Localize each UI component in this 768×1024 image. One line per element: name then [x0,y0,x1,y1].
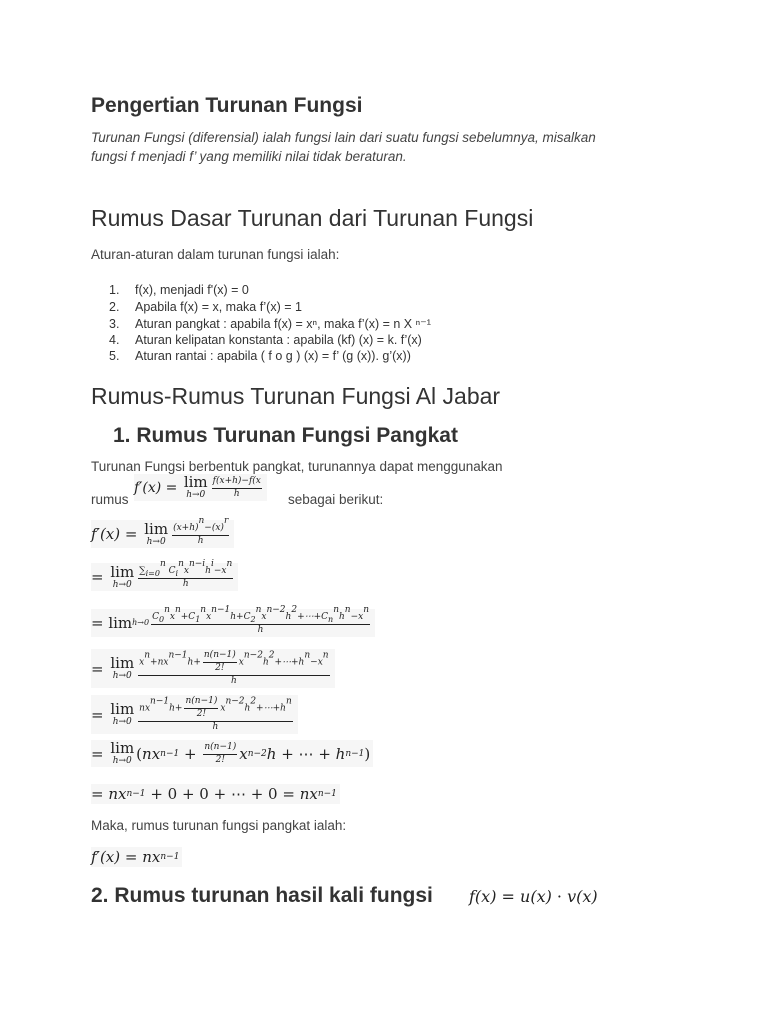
list-item: 1. f(x), menjadi f'(x) = 0 [109,283,249,297]
intro-line-1: Turunan Fungsi (diferensial) ialah fungsi lain dari suatu fungsi sebelumnya, misalkan [91,130,596,145]
formula-inline-definition: f′(x) = lim h→0 $\frac{f(x+h)-f(x}{h}$ [134,474,267,501]
list-item: 4. Aturan kelipatan konstanta : apabila (kf) (x) = k. f’(x) [109,332,422,347]
pangkat-conclusion: Maka, rumus turunan fungsi pangkat ialah: [91,818,347,833]
formula-hasil-kali: f(x) = u(x) · v(x) [469,887,598,906]
derivation-step-3: = lim h→0 $\frac{C_0^nx^n+C_1^nx^{n-1}h+C_2^nx^{n-2}h^2+\cdots+C_n^nh^n-x^n}{h}$ [91,609,375,637]
derivation-step-4: = lim h→0 $x^n+nx^{n-1}h+$ $\frac{n(n-1)}{2!}$ $x^{n-2}h^2+\cdots+h^n-x^n$ h [91,649,335,688]
derivation-step-7: = nx n−1 + 0 + 0 + ⋯ + 0 = nx n−1 [91,784,340,804]
derivation-step-2: = lim h→0 $\frac{\sum_{i=0}^n C_i^nx^{n-i}h^i-x^n}{h}$ [91,563,238,591]
page-title: Pengertian Turunan Fungsi [91,94,363,117]
list-item: 5. Aturan rantai : apabila ( f o g ) (x) = f’ (g (x)). g’(x)) [109,349,411,363]
formula-pangkat-result: f′(x) = nx n−1 [91,847,182,867]
subheading-hasil-kali: 2. Rumus turunan hasil kali fungsi [91,884,433,907]
rumus-after: sebagai berikut: [288,492,384,507]
list-item: 2. Apabila f(x) = x, maka f’(x) = 1 [109,299,302,314]
intro-line-2: fungsi f menjadi f’ yang memiliki nilai tidak beraturan. [91,149,407,164]
rules-list [109,283,431,366]
rules-lead: Aturan-aturan dalam turunan fungsi ialah: [91,247,340,262]
section-heading-rumus-dasar: Rumus Dasar Turunan dari Turunan Fungsi [91,205,534,231]
derivation-step-6: = lim h→0 ( nx n−1 + $\frac{n(n-1)}{2!}$ x n−2 h + ⋯ + h n−1 ) [91,740,373,767]
section-heading-aljabar: Rumus-Rumus Turunan Fungsi Al Jabar [91,383,501,409]
derivation-step-5: = lim h→0 $nx^{n-1}h+$ $\frac{n(n-1)}{2!}$ $x^{n-2}h^2+\cdots+h^n$ h [91,695,298,734]
list-item: 3. Aturan pangkat : apabila f(x) = xⁿ, maka f’(x) = n X ⁿ⁻¹ [109,317,431,331]
derivation-step-1: f′(x) = lim h→0 $\frac{(x+h)^n-(x)^r}{h}$ [91,520,234,548]
pangkat-desc-line-1: Turunan Fungsi berbentuk pangkat, turunannya dapat menggunakan [91,459,503,474]
subheading-pangkat: 1. Rumus Turunan Fungsi Pangkat [113,424,458,447]
rumus-label: rumus [91,492,129,507]
